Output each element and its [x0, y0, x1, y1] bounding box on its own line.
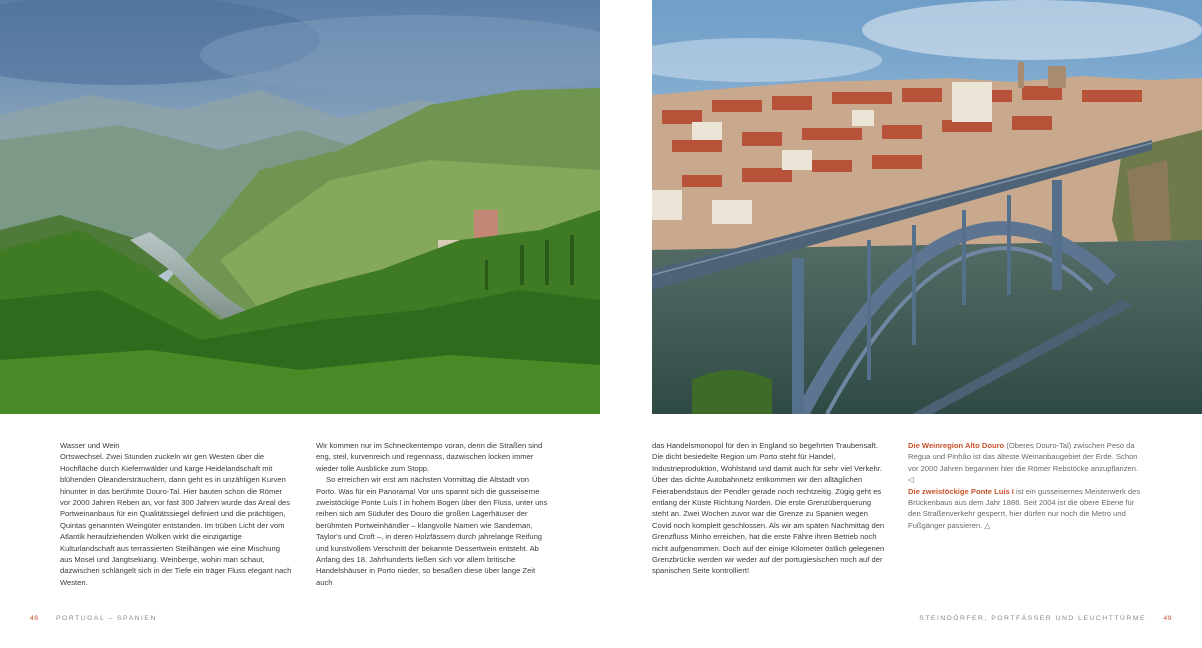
column2-para1: Wir kommen nur im Schneckentempo voran, denn die Straßen sind eng, steil, kurvenreich und regennass, dazwischen locken immer wieder tolle Ausblicke zum Stopp. — [316, 441, 543, 473]
page-number-right: 49 — [1163, 615, 1172, 622]
column2-para2: So erreichen wir erst am nächsten Vormittag die Altstadt von Porto. Was für ein Panorama! Vor uns spannt sich die gusseiserne zweistöckige Ponte Luís I in hohem Bogen über den Fluss, unter uns reihen sich am Südufer des Douro die großen Lagerhäuser der berühmten Portweinhändler – klangvolle Namen wie Sandeman, Taylor's und Croft –, in deren Holzfässern durch jahrelange Reifung und kunstvollem Verschnitt der bekannte Dessertwein entsteht. Ab Anfang des 18. Jahrhunderts ließen sich vor allem britische Handelshäuser in Porto nieder, so besaßen diese über lange Zeit auch — [316, 475, 548, 587]
caption-douro — [908, 440, 1142, 486]
caption-douro-title: Die Weinregion Alto Douro — [908, 441, 1005, 450]
column3-body: das Handelsmonopol für den in England so begehrten Traubensaft. Die dicht besiedelte Region um Porto steht für Handel, Industrieproduktion, Wohlstand und damit auch für sehr viel Verkehr. Über das dichte Autobahnnetz entkommen wir den alltäglichen Feierabendstaus der Pendler gerade noch rechtzeitig. Zügig geht es entlang der Küste Richtung Norden. Die erste Grenzüberquerung steht an. Zwei Wochen zuvor war die Grenze zu Spanien wegen Covid noch komplett geschlossen. Als wir am späten Nachmittag den Grenzfluss Minho erreichen, hat die erste Fähre ihren Betrieb noch nicht aufgenommen. Doch auf der einige Kilometer östlich gelegenen Grenzbrücke werden wir weder auf der portugiesischen noch auf der spanischen Seite kontrolliert! — [652, 441, 885, 576]
text-column-2 — [316, 440, 550, 588]
douro-valley-image — [0, 0, 600, 414]
section-title-left: PORTUGAL – SPANIEN — [55, 615, 157, 622]
captions-column — [908, 440, 1142, 531]
footer-left — [30, 615, 157, 622]
text-column-3 — [652, 440, 886, 577]
caption-bridge — [908, 486, 1142, 532]
caption-left-arrow-icon: ◁ — [908, 475, 914, 485]
caption-douro-text: (Oberes Douro-Tal) zwischen Peso da Regua und Pinhão ist das älteste Weinanbaugebiet der Erde. Schon vor 2000 Jahren begannen hier die Römer Rebstöcke anzupflanzen. — [908, 441, 1139, 473]
photo-douro-valley — [0, 0, 600, 414]
caption-bridge-text: ist ein gusseisernes Meisterwerk des Brückenbaus aus dem Jahr 1886. Seit 2004 ist die obere Ebene für den Straßenverkehr gesperrt, hier dürfen nur noch die Metro und Fußgänger passieren. — [908, 486, 1141, 530]
footer-right — [919, 615, 1172, 622]
caption-bridge-title: Die zweistöckige Ponte Luís I — [908, 486, 1014, 496]
text-column-1 — [60, 440, 294, 588]
porto-bridge-image — [652, 0, 1202, 414]
page-number-left: 48 — [30, 615, 39, 622]
photo-porto-bridge — [652, 0, 1202, 414]
column1-body: Ortswechsel. Zwei Stunden zuckeln wir gen Westen über die Hochfläche durch Kiefernwälder und karge Heidelandschaft mit blühenden Oleandersträuchern, dann geht es in unzähligen Kurven hinunter in das berühmte Douro-Tal. Hier bauten schon die Römer vor 2000 Jahren Reben an, vor fast 300 Jahren wurde das Areal des Portweinanbaus für ein Qualitätssiegel definiert und die prächtigen, Quintas genannten Weingüter entstanden. Im trüben Licht der vom Atlantik heraufziehenden Wolken wirkt die einzigartige Kulturlandschaft aus terrassierten Steilhängen wie eine Mischung aus Mosel und Jangtsekiang. Weinberge, wohin man schaut, dazwischen schlängelt sich in der Tiefe ein träger Fluss elegant nach Westen. — [60, 452, 292, 587]
section-heading: Wasser und Wein — [60, 441, 120, 450]
caption-up-arrow-icon: △ — [984, 520, 991, 530]
section-title-right: STEINDÖRFER, PORTFÄSSER UND LEUCHTTÜRME — [919, 615, 1147, 622]
